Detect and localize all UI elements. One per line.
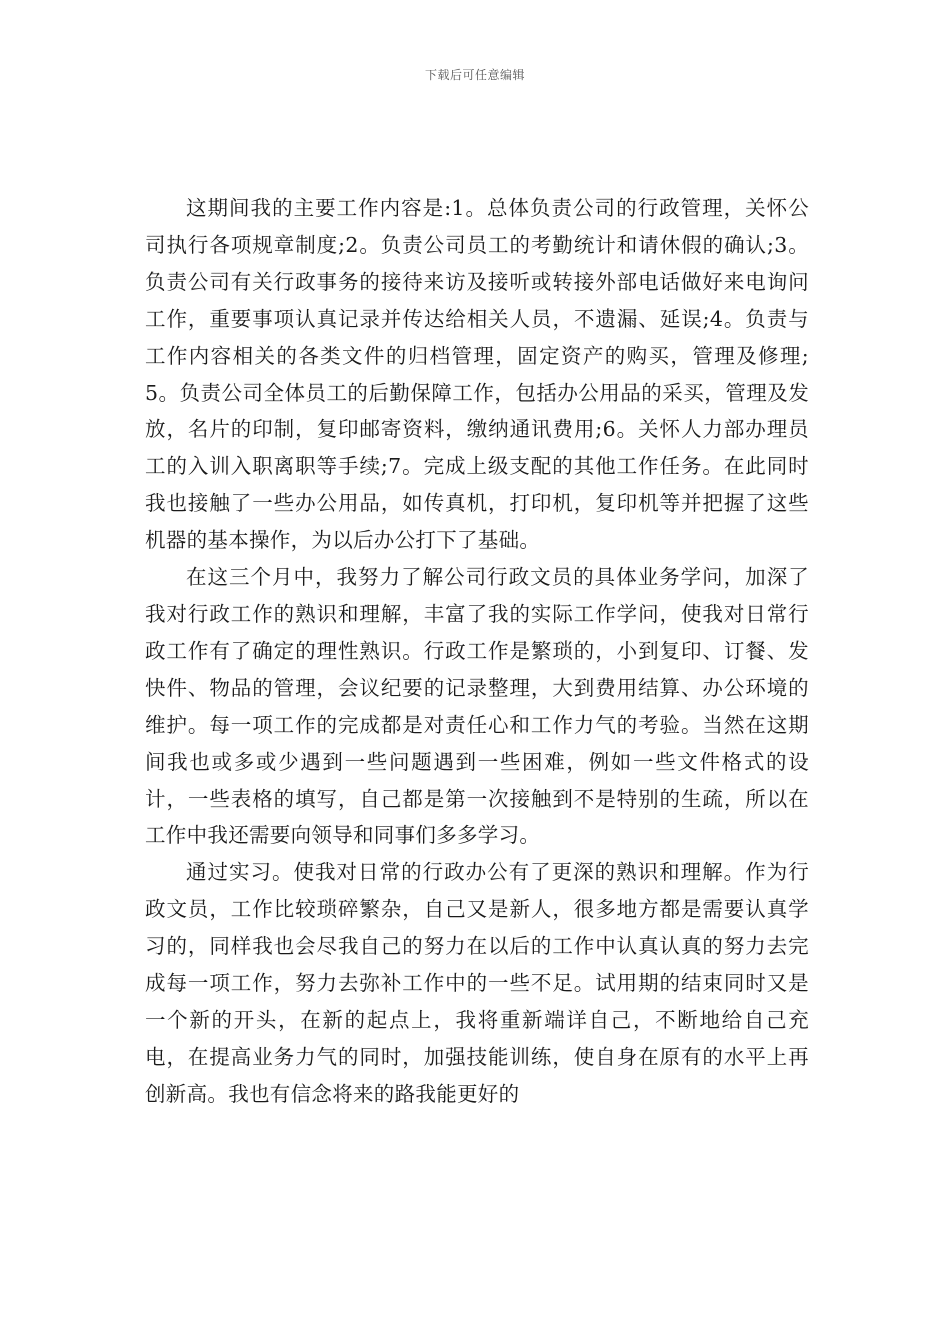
- document-body: [145, 190, 809, 1113]
- page-header: 下载后可任意编辑: [424, 68, 525, 82]
- paragraph-duties: 这期间我的主要工作内容是:1。总体负责公司的行政管理，关怀公司执行各项规章制度;2。负责公司员工的考勤统计和请休假的确认;3。负责公司有关行政事务的接待来访及接听或转接外部电话做好来电询问工作，重要事项认真记录并传达给相关人员，不遗漏、延误;4。负责与工作内容相关的各类文件的归档管理，固定资产的购买，管理及修理;5。负责公司全体员工的后勤保障工作，包括办公用品的采买，管理及发放，名片的印制，复印邮寄资料，缴纳通讯费用;6。关怀人力部办理员工的入训入职离职等手续;7。完成上级支配的其他工作任务。在此同时我也接触了一些办公用品，如传真机，打印机，复印机等并把握了这些机器的基本操作，为以后办公打下了基础。: [145, 196, 809, 553]
- paragraph-reflection: 通过实习。使我对日常的行政办公有了更深的熟识和理解。作为行政文员，工作比较琐碎繁杂，自己又是新人，很多地方都是需要认真学习的，同样我也会尽我自己的努力在以后的工作中认真认真的努力去完成每一项工作，努力去弥补工作中的一些不足。试用期的结束同时又是一个新的开头，在新的起点上，我将重新端详自己，不断地给自己充电，在提高业务力气的同时，加强技能训练，使自身在原有的水平上再创新高。我也有信念将来的路我能更好的: [145, 860, 809, 1106]
- paragraph-experience: 在这三个月中，我努力了解公司行政文员的具体业务学问，加深了我对行政工作的熟识和理解，丰富了我的实际工作学问，使我对日常行政工作有了确定的理性熟识。行政工作是繁琐的，小到复印、订餐、发快件、物品的管理，会议纪要的记录整理，大到费用结算、办公环境的维护。每一项工作的完成都是对责任心和工作力气的考验。当然在这期间我也或多或少遇到一些问题遇到一些困难，例如一些文件格式的设计，一些表格的填写，自己都是第一次接触到不是特别的生疏，所以在工作中我还需要向领导和同事们多多学习。: [145, 565, 809, 848]
